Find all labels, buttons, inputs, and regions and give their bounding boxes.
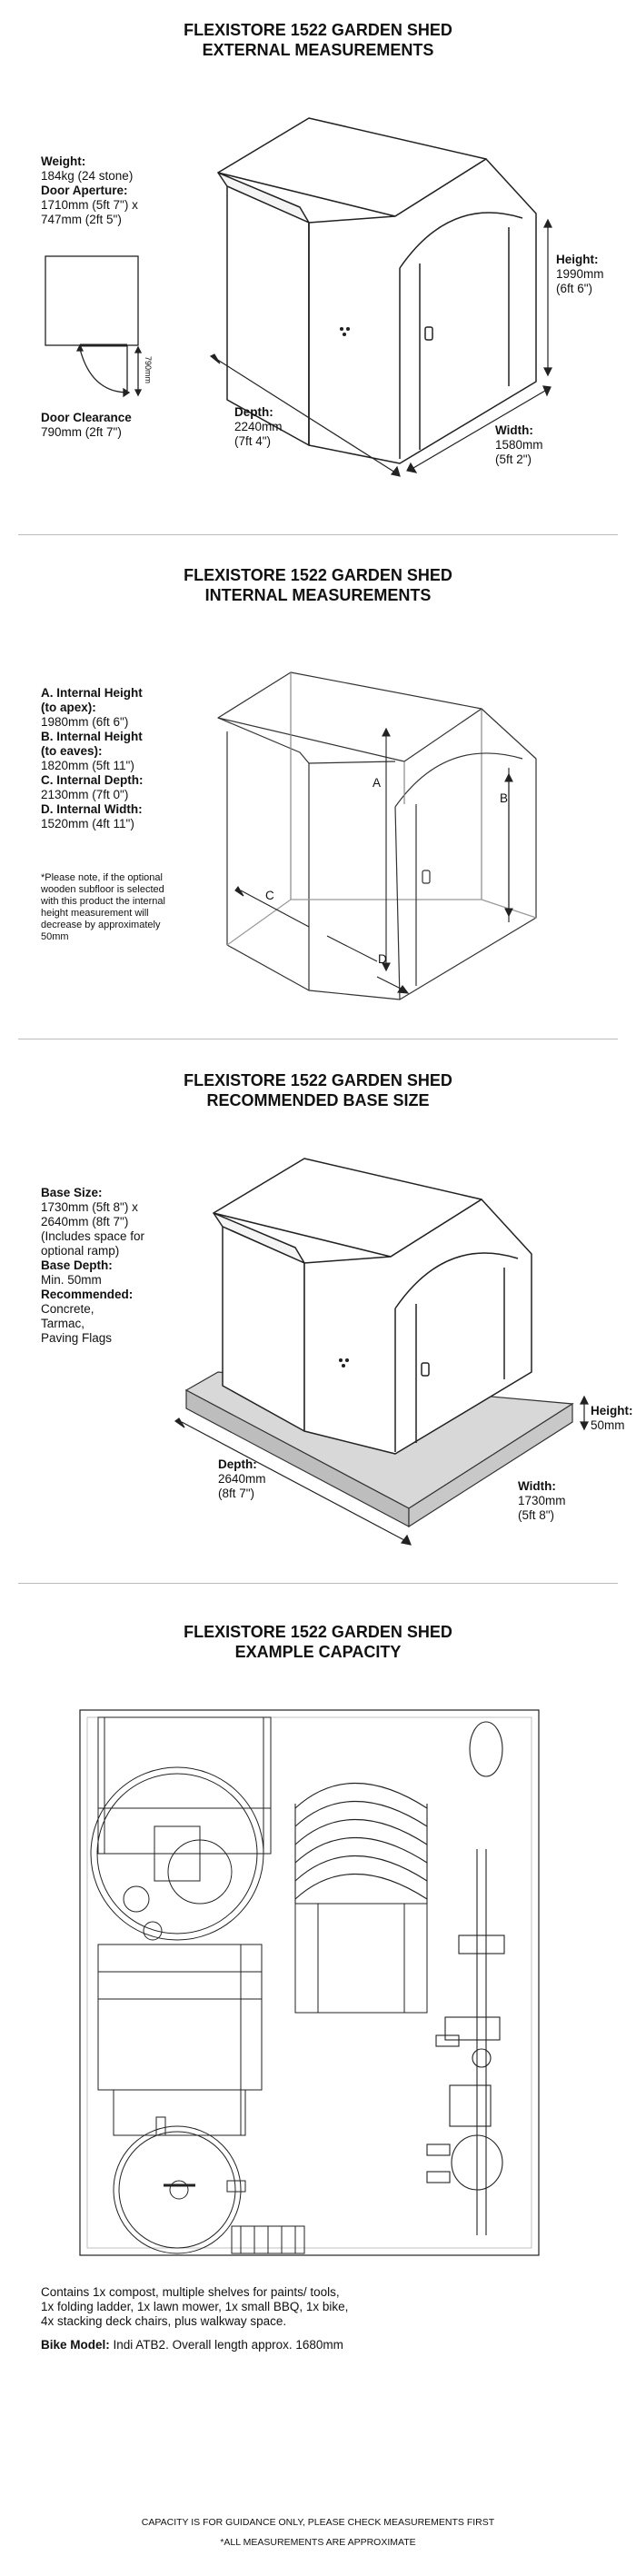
footer-approximate: *ALL MEASUREMENTS ARE APPROXIMATE [220,2537,416,2548]
svg-text:1730mm: 1730mm [518,1494,566,1507]
clearance-dim-label: 790mm [144,356,153,384]
svg-text:1580mm: 1580mm [495,438,543,452]
depth-label: Depth: [234,405,273,419]
height-label: Height: [556,253,599,266]
base-specs: Base Size: 1730mm (5ft 8") x 2640mm (8ft 7") (Includes space for optional ramp) Base Depth: Min. 50mm Recommended: Concrete, Tarmac, Paving Flags [41,1186,145,1345]
svg-text:(7ft 4"): (7ft 4") [234,434,272,448]
svg-text:(5ft 2"): (5ft 2") [495,453,532,466]
subfloor-note: *Please note, if the optional wooden subfloor is selected with this product the internal height measurement will decrease by approximately 50mm [41,872,165,942]
svg-text:(6ft 6"): (6ft 6") [556,282,593,295]
svg-text:2640mm: 2640mm [218,1472,266,1486]
internal-title: FLEXISTORE 1522 GARDEN SHED INTERNAL MEASUREMENTS [184,566,452,604]
width-label: Width: [495,423,533,437]
svg-text:1990mm: 1990mm [556,267,604,281]
base-height-label: Height: [591,1404,633,1417]
svg-text:(5ft 8"): (5ft 8") [518,1508,555,1522]
svg-text:(8ft 7"): (8ft 7") [218,1487,255,1500]
capacity-title: FLEXISTORE 1522 GARDEN SHED EXAMPLE CAPACITY [184,1623,452,1661]
weight-label: Weight: [41,154,86,168]
base-width-label: Width: [518,1479,556,1493]
marker-c: C [265,889,274,902]
internal-specs: A. Internal Height (to apex): 1980mm (6ft 6") B. Internal Height (to eaves): 1820mm (5ft 11") C. Internal Depth: 2130mm (7ft 0") D. Internal Width: 1520mm (4ft 11") [41,686,144,830]
marker-d: D [378,952,387,966]
capacity-description: Contains 1x compost, multiple shelves for paints/ tools, 1x folding ladder, 1x lawn mower, 1x small BBQ, 1x bike, 4x stacking deck chairs, plus walkway space. [41,2285,349,2328]
marker-b: B [500,791,509,805]
external-specs: Weight: 184kg (24 stone) Door Aperture: 1710mm (5ft 7") x 747mm (2ft 5") [41,154,138,226]
door-aperture-label: Door Aperture: [41,184,128,197]
footer-guidance: CAPACITY IS FOR GUIDANCE ONLY, PLEASE CHECK MEASUREMENTS FIRST [141,2517,495,2528]
base-title: FLEXISTORE 1522 GARDEN SHED RECOMMENDED BASE SIZE [184,1071,452,1109]
marker-a: A [373,776,382,790]
base-depth-label: Depth: [218,1457,257,1471]
bike-model: Bike Model: Indi ATB2. Overall length approx. 1680mm [41,2338,343,2352]
shed-floor-outline [80,1710,539,2255]
external-title: FLEXISTORE 1522 GARDEN SHED EXTERNAL MEASUREMENTS [184,21,452,59]
door-clearance: Door Clearance 790mm (2ft 7") [41,411,132,439]
svg-text:50mm: 50mm [591,1418,625,1432]
svg-text:2240mm: 2240mm [234,420,283,433]
weight-value: 184kg (24 stone) [41,169,134,183]
